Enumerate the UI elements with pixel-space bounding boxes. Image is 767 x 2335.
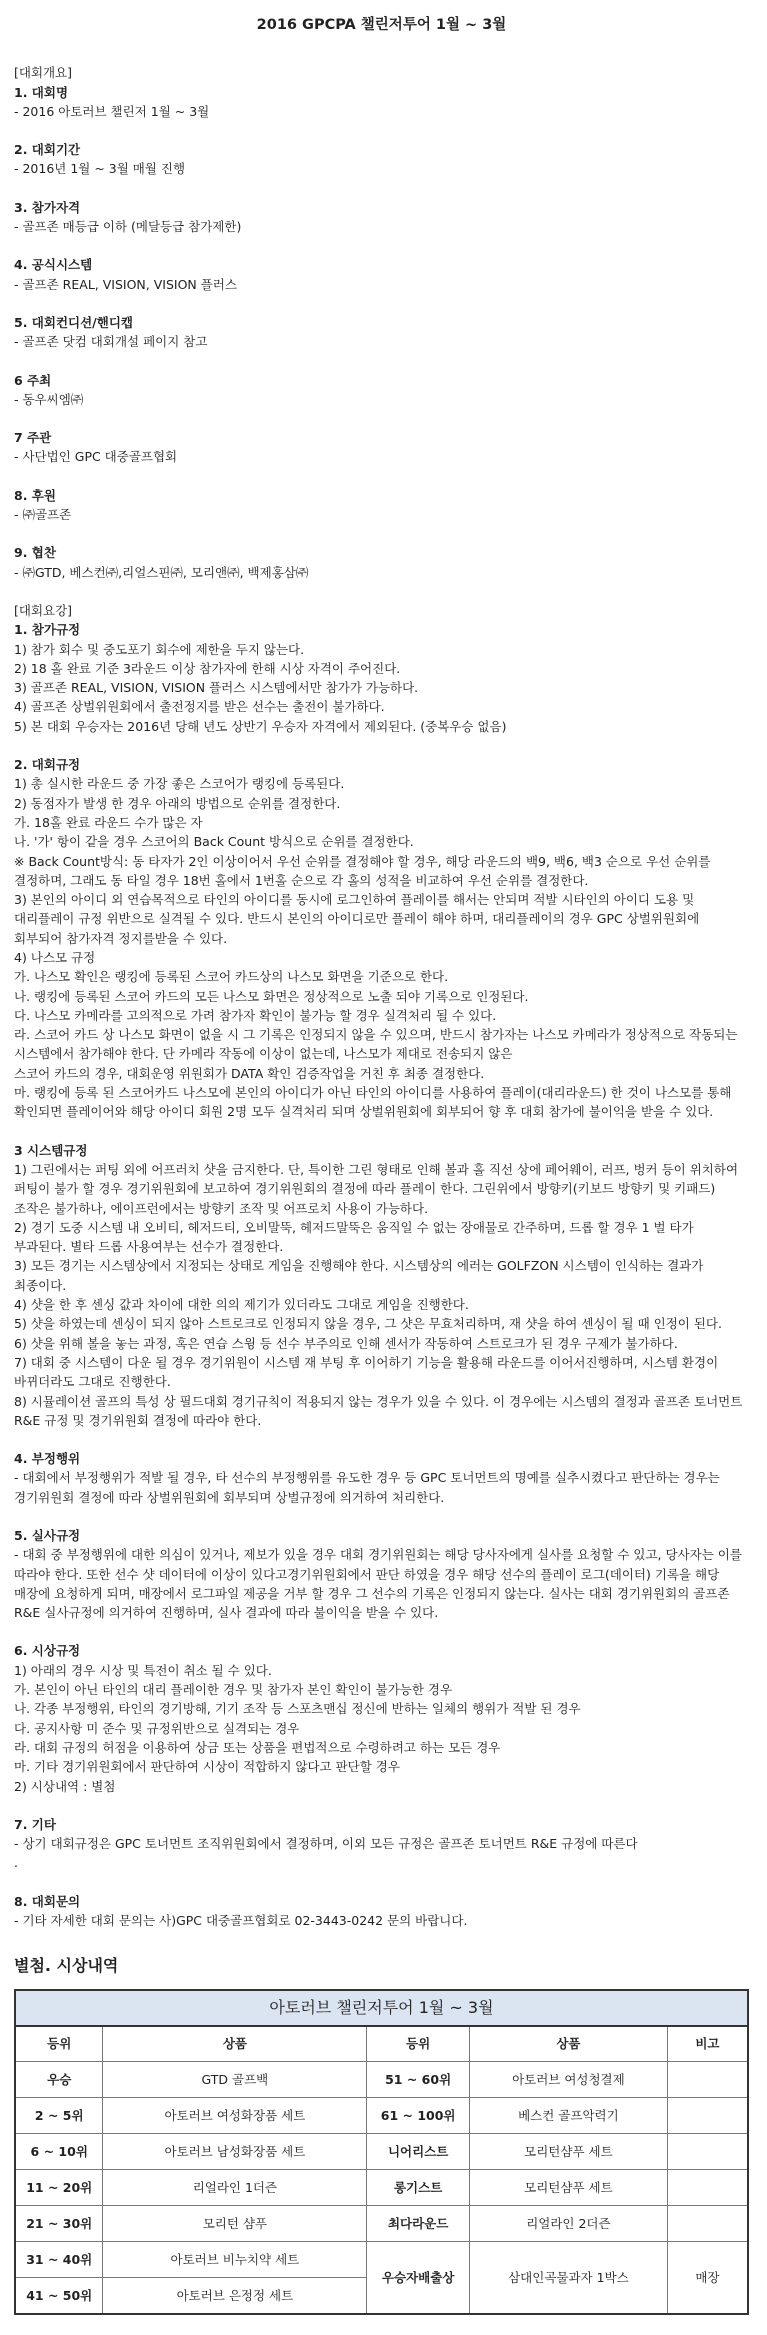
section-line: 나. 각종 부정행위, 타인의 경기방해, 기기 조작 등 스포츠맨십 정신에 반하는 일체의 행위가 적발 된 경우 [14, 1701, 581, 1717]
table-caption-row [15, 1990, 748, 2026]
section-line: - 대회 중 부정행위에 대한 의심이 있거나, 제보가 있을 경우 대회 경기위원회는 해당 당사자에게 실사를 요청할 수 있고, 당사자는 이를 따라야 한다. 또한 선수 샷 데이터에 이상이 있다고경기위원회에서 판단 하였을 경우 해당 선수의 플레이 로그(데이터) 기록을 해당 매장에 요청하게 되며, 매장에서 로그파일 제공을 거부 할 경우 그 선수의 기록은 인정되지 않는다. 실사는 대회 경기위원회의 골프존 R&E 실사규정에 의거하여 진행하며, 실사 결과에 따라 불이익을 받을 수 있다. [14, 1547, 742, 1621]
rules-section [14, 1815, 749, 1873]
section-line: 8) 시뮬레이션 골프의 특성 상 필드대회 경기규칙이 적용되지 않는 경우가 있을 수 있다. 이 경우에는 시스템의 결정과 골프존 토너먼트 R&E 규정 및 경기위원회 결정에 따라야 한다. [14, 1393, 743, 1428]
section-line: ※ Back Count방식: 동 타자가 2인 이상이어서 우선 순위를 결정해야 할 경우, 해당 라운드의 백9, 백6, 백3 순으로 우선 순위를 결정하며, 그래도 동 타일 경우 18번 홀에서 1번홀 순으로 각 홀의 성적을 비교하여 우선 순위를 결정한다. [14, 853, 711, 888]
prize-cell: 아토러브 여성청결제 [469, 2062, 667, 2098]
rank-cell: 최다라운드 [367, 2206, 470, 2242]
section-heading: 6 주최 [14, 372, 52, 388]
section-line: 마. 기타 경기위원회에서 판단하여 시상이 적합하지 않다고 판단할 경우 [14, 1759, 400, 1775]
section-heading: 2. 대회규정 [14, 757, 81, 773]
overview-section [14, 140, 749, 179]
section-line: 4) 골프존 상벌위원회에서 출전정지를 받은 선수는 출전이 불가하다. [14, 699, 385, 715]
table-row [15, 2098, 748, 2134]
section-heading: 6. 시상규정 [14, 1643, 81, 1659]
note-cell [667, 2206, 748, 2242]
section-line: 4) 나스모 규정 [14, 949, 96, 965]
section-line: - 골프존 REAL, VISION, VISION 플러스 [14, 276, 237, 292]
header-prize-1: 상품 [103, 2026, 367, 2062]
section-line: 1) 참가 회수 및 중도포기 회수에 제한을 두지 않는다. [14, 641, 305, 657]
rank-cell: 41 ~ 50위 [15, 2278, 103, 2314]
section-heading: 1. 대회명 [14, 84, 69, 100]
rules-section [14, 1641, 749, 1795]
rank-cell: 우승자배출상 [367, 2242, 470, 2314]
table-row [15, 2170, 748, 2206]
section-line: 2) 경기 도중 시스템 내 오비티, 헤저드티, 오비말뚝, 헤저드말뚝은 움직일 수 없는 장애물로 간주하며, 드롭 할 경우 1 벌 타가 부과된다. 별타 드롭 사용여부는 선수가 결정한다. [14, 1219, 694, 1255]
rank-cell: 6 ~ 10위 [15, 2134, 103, 2170]
note-cell [667, 2170, 748, 2206]
note-cell [667, 2134, 748, 2170]
table-caption: 아토러브 챌린저투어 1월 ~ 3월 [15, 1990, 748, 2026]
rules-section [14, 1141, 749, 1430]
table-row [15, 2206, 748, 2242]
section-heading: 2. 대회기간 [14, 142, 81, 158]
section-heading: 7 주관 [14, 430, 52, 446]
overview-section [14, 371, 749, 410]
section-line: - 동우씨엠㈜ [14, 391, 84, 407]
section-heading: 9. 협찬 [14, 545, 56, 561]
prize-cell: 모리턴샴푸 세트 [469, 2170, 667, 2206]
section-line: - 골프존 매등급 이하 (메달등급 참가제한) [14, 219, 242, 235]
section-line: 2) 18 홀 완료 기준 3라운드 이상 참가자에 한해 시상 자격이 주어진다. [14, 660, 401, 676]
section-line: 6) 샷을 위해 볼을 놓는 과정, 혹은 연습 스윙 등 선수 부주의로 인해 센서가 작동하여 스트로크가 된 경우 구제가 불가하다. [14, 1335, 678, 1351]
rules-label: [대회요강] [14, 602, 73, 618]
section-line: - 상기 대회규정은 GPC 토너먼트 조직위원회에서 결정하며, 이외 모든 규정은 골프존 토너먼트 R&E 규정에 따른다 [14, 1836, 638, 1852]
prize-cell: 리얼라인 1더즌 [103, 2170, 367, 2206]
section-line: - 골프존 닷컴 대회개설 페이지 참고 [14, 334, 208, 350]
rank-cell: 21 ~ 30위 [15, 2206, 103, 2242]
section-line: 2) 시상내역 : 별첨 [14, 1778, 116, 1794]
table-row [15, 2062, 748, 2098]
section-line: 다. 나스모 카메라를 고의적으로 가려 참가자 확인이 불가능 할 경우 실격처리 될 수 있다. [14, 1007, 497, 1023]
section-heading: 3 시스템규정 [14, 1142, 88, 1158]
prize-cell: 삼대인곡물과자 1박스 [469, 2242, 667, 2314]
section-line: 1) 그린에서는 퍼팅 외에 어프러치 샷을 금지한다. 단, 특이한 그린 형태로 인해 볼과 홀 직선 상에 페어웨이, 러프, 벙커 등이 위치하여 퍼팅이 불가 할 경우 경기위원회에 보고하여 경기위원회의 결정에 따라 플레이 한다. 그린위에서 방향키(키보드 방향키 및 키패드) 조작은 불가하나, 에이프런에서는 방향키 조작 및 어프로치 사용이 가능하다. [14, 1161, 739, 1216]
section-line: 가. 본인이 아닌 타인의 대리 플레이한 경우 및 참가자 본인 확인이 불가능한 경우 [14, 1682, 453, 1698]
header-note: 비고 [667, 2026, 748, 2062]
section-line: - 대회에서 부정행위가 적발 될 경우, 타 선수의 부정행위를 유도한 경우 등 GPC 토너먼트의 명예를 실추시켰다고 판단하는 경우는 경기위원회 결정에 따라 상벌위원회에 회부되며 상벌규정에 의거하여 처리한다. [14, 1470, 720, 1505]
section-heading: 5. 대회컨디션/핸디캡 [14, 314, 133, 330]
section-line: 라. 스코어 카드 상 나스모 화면이 없을 시 그 기록은 인정되지 않을 수 있으며, 반드시 참가자는 나스모 카메라가 정상적으로 작동되는 시스템에서 참가해야 한다. 단 카메라 작동에 이상이 없는데, 나스모가 제대로 전송되지 않은 [14, 1027, 738, 1062]
overview-section [14, 255, 749, 294]
table-header-row [15, 2026, 748, 2062]
section-line: - 2016년 1월 ~ 3월 매월 진행 [14, 161, 186, 177]
rules-block [14, 601, 749, 1930]
section-line: . [14, 1855, 18, 1871]
header-rank-1: 등위 [15, 2026, 103, 2062]
overview-section [14, 198, 749, 237]
prize-cell: 모리턴샴푸 세트 [469, 2134, 667, 2170]
table-row [15, 2242, 748, 2278]
overview-section [14, 428, 749, 467]
prize-cell: 아토러브 여성화장품 세트 [103, 2098, 367, 2134]
section-line: 3) 모든 경기는 시스템상에서 지정되는 상태로 게임을 진행해야 한다. 시스템상의 에러는 GOLFZON 시스템이 인식하는 결과가 최종이다. [14, 1258, 704, 1293]
section-line: 1) 아래의 경우 시상 및 특전이 취소 될 수 있다. [14, 1662, 272, 1678]
section-line: 나. '가' 항이 같을 경우 스코어의 Back Count 방식으로 순위를 결정한다. [14, 834, 414, 850]
rank-cell: 51 ~ 60위 [367, 2062, 470, 2098]
prize-cell: GTD 골프백 [103, 2062, 367, 2098]
section-heading: 8. 대회문의 [14, 1893, 81, 1909]
rank-cell: 11 ~ 20위 [15, 2170, 103, 2206]
section-line: - 사단법인 GPC 대중골프협회 [14, 449, 178, 465]
table-row [15, 2134, 748, 2170]
rules-section [14, 1892, 749, 1931]
header-prize-2: 상품 [469, 2026, 667, 2062]
section-line: 7) 대회 중 시스템이 다운 될 경우 경기위원이 시스템 재 부팅 후 이어하기 기능을 활용해 라운드를 이어서진행하며, 시스템 환경이 바뀌더라도 그대로 진행한다. [14, 1354, 719, 1390]
section-heading: 4. 공식시스템 [14, 257, 93, 273]
section-line: - ㈜골프존 [14, 507, 72, 523]
section-line: 다. 공지사항 미 준수 및 규정위반으로 실격되는 경우 [14, 1720, 300, 1736]
section-line: - 2016 아토러브 챌린저 1월 ~ 3월 [14, 103, 210, 119]
rank-cell: 니어리스트 [367, 2134, 470, 2170]
rank-cell: 우승 [15, 2062, 103, 2098]
section-line: 라. 대회 규정의 허점을 이용하여 상금 또는 상품을 편법적으로 수령하려고 하는 모든 경우 [14, 1739, 501, 1755]
rank-cell: 61 ~ 100위 [367, 2098, 470, 2134]
note-cell [667, 2098, 748, 2134]
rules-section [14, 1526, 749, 1622]
prize-cell: 아토러브 은정정 세트 [103, 2278, 367, 2314]
document-title: 2016 GPCPA 챌린저투어 1월 ~ 3월 [256, 17, 507, 33]
section-line: 2) 동점자가 발생 한 경우 아래의 방법으로 순위를 결정한다. [14, 795, 341, 811]
section-line: - 기타 자세한 대회 문의는 사)GPC 대중골프협회로 02-3443-0242 문의 바랍니다. [14, 1913, 468, 1929]
section-line: 1) 총 실시한 라운드 중 가장 좋은 스코어가 랭킹에 등록된다. [14, 776, 345, 792]
section-heading: 3. 참가자격 [14, 199, 81, 215]
section-line: 3) 본인의 아이디 외 연습목적으로 타인의 아이디를 동시에 로그인하여 플레이를 해서는 안되며 적발 시타인의 아이디 도용 및 대리플레이 규정 위반으로 실격될 수 있다. 반드시 본인의 아이디로만 플레이 해야 하며, 대리플레이의 경우 GPC 상벌위원회에 회부되어 참가자격 정지를받을 수 있다. [14, 892, 700, 946]
overview-block [14, 63, 749, 582]
overview-section [14, 543, 749, 582]
overview-section [14, 83, 749, 122]
rules-section [14, 620, 749, 736]
section-line: 3) 골프존 REAL, VISION, VISION 플러스 시스템에서만 참가가 가능하다. [14, 680, 419, 696]
section-line: 나. 랭킹에 등록된 스코어 카드의 모든 나스모 화면은 정상적으로 노출 되야 기록으로 인정된다. [14, 988, 529, 1004]
section-line: 가. 나스모 확인은 랭킹에 등록된 스코어 카드상의 나스모 화면을 기준으로 한다. [14, 969, 449, 985]
section-heading: 7. 기타 [14, 1816, 56, 1832]
section-heading: 5. 실사규정 [14, 1528, 81, 1543]
prize-cell: 아토러브 남성화장품 세트 [103, 2134, 367, 2170]
note-cell: 매장 [667, 2242, 748, 2314]
overview-label: [대회개요] [14, 65, 73, 81]
rules-section [14, 755, 749, 1122]
prize-cell: 아토러브 비누치약 세트 [103, 2242, 367, 2278]
section-line: 스코어 카드의 경우, 대회운영 위원회가 DATA 확인 검증작업을 거친 후 최종 결정한다. [14, 1065, 485, 1081]
appendix-title: 별첨. 시상내역 [14, 1956, 119, 1976]
overview-section [14, 313, 749, 352]
prize-table [14, 1989, 749, 2315]
rank-cell: 2 ~ 5위 [15, 2098, 103, 2134]
section-line: 5) 본 대회 우승자는 2016년 당해 년도 상반기 우승자 자격에서 제외된다. (중복우승 없음) [14, 718, 507, 734]
prize-cell: 리얼라인 2더즌 [469, 2206, 667, 2242]
rank-cell: 롱기스트 [367, 2170, 470, 2206]
section-line: 가. 18홀 완료 라운드 수가 많은 자 [14, 814, 203, 830]
rules-section [14, 1449, 749, 1507]
header-rank-2: 등위 [367, 2026, 470, 2062]
overview-section [14, 486, 749, 525]
rank-cell: 31 ~ 40위 [15, 2242, 103, 2278]
section-heading: 1. 참가규정 [14, 622, 81, 638]
section-line: - ㈜GTD, 베스컨㈜,리얼스핀㈜, 모리앤㈜, 백제홍삼㈜ [14, 564, 309, 580]
section-heading: 8. 후원 [14, 487, 56, 503]
section-line: 마. 랭킹에 등록 된 스코어카드 나스모에 본인의 아이디가 아닌 타인의 아이디를 사용하여 플레이(대리라운드) 한 것이 나스모를 통해 확인되면 플레이어와 해당 아이디 회원 2명 모두 실격처리 되며 상벌위원회에 회부되어 향 후 대회 참가에 불이익을 받을 수 있다. [14, 1085, 732, 1120]
section-heading: 4. 부정행위 [14, 1451, 81, 1467]
prize-cell: 모리턴 샴푸 [103, 2206, 367, 2242]
prize-cell: 베스컨 골프악력기 [469, 2098, 667, 2134]
section-line: 5) 샷을 하였는데 센싱이 되지 않아 스트로크로 인정되지 않을 경우, 그 샷은 무효처리하며, 재 샷을 하여 센싱이 될 때 인정이 된다. [14, 1316, 722, 1332]
document [14, 16, 749, 2315]
section-line: 4) 샷을 한 후 센싱 값과 차이에 대한 의의 제기가 있더라도 그대로 게임을 진행한다. [14, 1297, 469, 1313]
note-cell [667, 2062, 748, 2098]
